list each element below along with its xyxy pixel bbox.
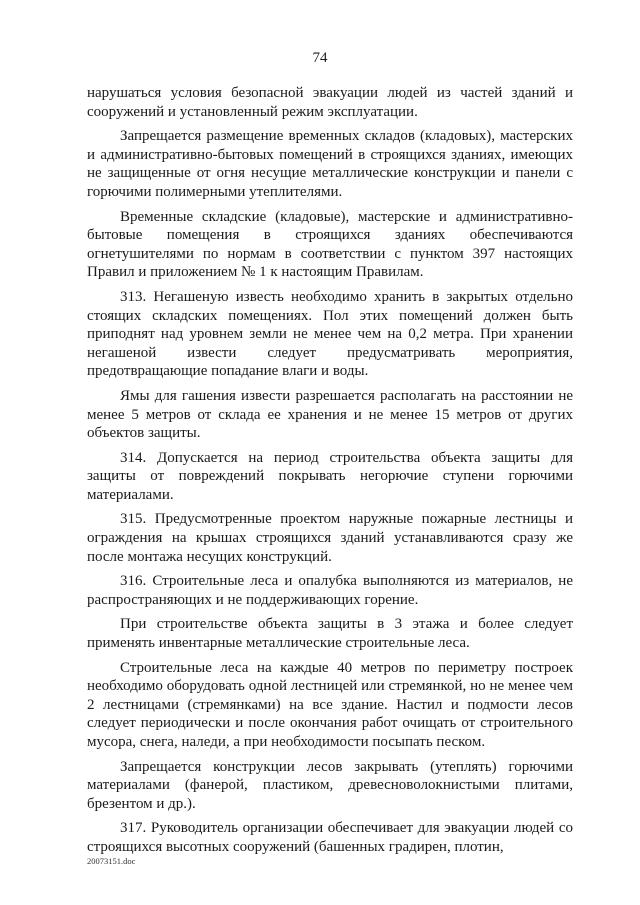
paragraph-scaffold-metal: При строительстве объекта защиты в 3 этажа и более следует применять инвентарные металлические строительные леса. bbox=[87, 616, 573, 652]
paragraph-3: Временные складские (кладовые), мастерские и административно-бытовые помещения в строящихся зданиях обеспечиваются огнетушителями по нормам в соответствии с пунктом 397 настоящих Правил и приложением № 1 к настоящим Правилам. bbox=[87, 208, 573, 281]
paragraph-lime-pits: Ямы для гашения извести разрешается располагать на расстоянии не менее 5 метров от склада ее хранения и не менее 15 метров от других объектов защиты. bbox=[87, 387, 573, 442]
paragraph-314: 314. Допускается на период строительства объекта защиты для защиты от повреждений покрывать негорючие ступени горючими материалами. bbox=[87, 449, 573, 503]
footer-filename: 20073151.doc bbox=[87, 856, 136, 866]
document-body bbox=[87, 84, 573, 863]
page-number: 74 bbox=[312, 50, 328, 66]
paragraph-scaffold-cover: Запрещается конструкции лесов закрывать (утеплять) горючими материалами (фанерой, пластиком, древесноволокнистыми плитами, брезентом и др.). bbox=[87, 758, 573, 812]
paragraph-317: 317. Руководитель организации обеспечивает для эвакуации людей со строящихся высотных сооружений (башенных градирен, плотин, bbox=[87, 820, 573, 855]
paragraph-1: нарушаться условия безопасной эвакуации людей из частей зданий и сооружений и установленный режим эксплуатации. bbox=[87, 85, 573, 120]
paragraph-2: Запрещается размещение временных складов (кладовых), мастерских и административно-бытовых помещений в строящихся зданиях, имеющих не защищенные от огня несущие металлические конструкции и панели с горючими полимерными утеплителями. bbox=[87, 128, 573, 200]
paragraph-315: 315. Предусмотренные проектом наружные пожарные лестницы и ограждения на крышах строящихся зданий устанавливаются сразу же после монтажа несущих конструкций. bbox=[87, 511, 573, 565]
paragraph-scaffold-ladders: Строительные леса на каждые 40 метров по периметру построек необходимо оборудовать одной лестницей или стремянкой, но не менее чем 2 лестницами (стремянками) на все здание. Настил и подмости лесов следует периодически и после окончания работ очищать от строительного мусора, снега, наледи, а при необходимости посыпать песком. bbox=[87, 659, 573, 750]
paragraph-313: 313. Негашеную известь необходимо хранить в закрытых отдельно стоящих складских помещениях. Пол этих помещений должен быть приподнят над уровнем земли не менее чем на 0,2 метра. При хранении негашеной извести следует предусматривать мероприятия, предотвращающие попадание влаги и воды. bbox=[87, 288, 573, 380]
paragraph-316: 316. Строительные леса и опалубка выполняются из материалов, не распространяющих и не поддерживающих горение. bbox=[87, 573, 573, 608]
